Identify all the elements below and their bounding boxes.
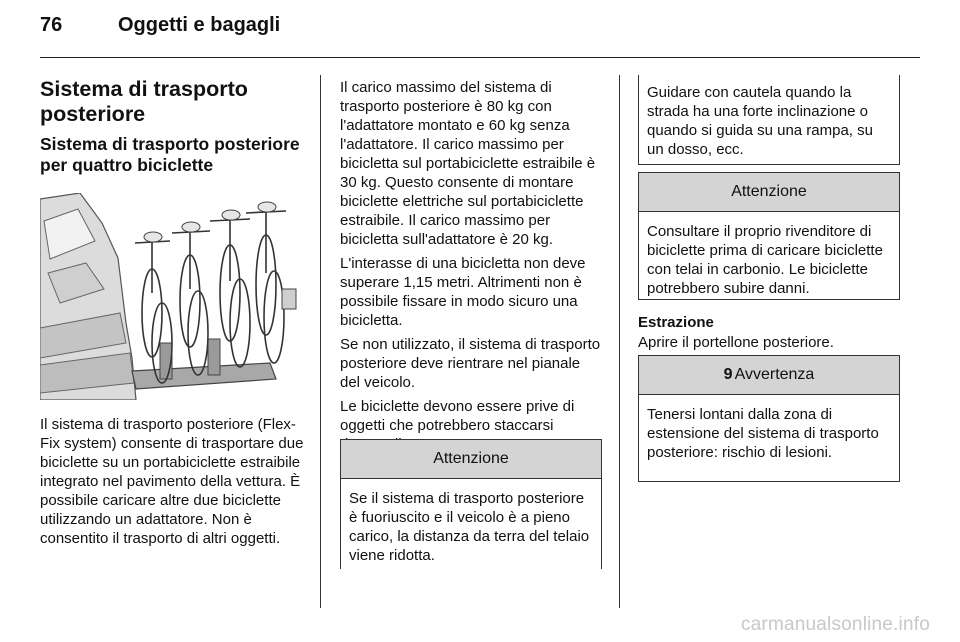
notice-title: Attenzione (639, 173, 899, 212)
column-1 (40, 77, 304, 176)
warning-triangle-icon: 9 (723, 366, 733, 383)
notice-title: Attenzione (341, 440, 601, 479)
subsection-heading: Sistema di trasporto posteriore per quattro biciclette (40, 134, 300, 175)
warning-header (639, 356, 899, 395)
watermark: carmanualsonline.info (740, 614, 930, 635)
paragraph-1: Il carico massimo del sistema di trasporto posteriore è 80 kg con l'adattatore montato e 60 kg senza l'adattatore. Il carico massimo per bicicletta sul portabiciclette estraibile è 30 kg. Questo consente di montare biciclette elettriche sul portabiciclette estraibile. Il carico massimo per bicicletta sull'adattatore è 20 kg. (340, 79, 596, 248)
paragraph-2: L'interasse di una bicicletta non deve superare 1,15 metri. Altrimenti non è possibile fissare in modo sicuro una bicicletta. (340, 255, 586, 329)
bike-carrier-icon (40, 193, 303, 400)
intro-paragraph: Il sistema di trasporto posteriore (Flex-Fix system) consente di trasportare due biciclette su un portabiciclette estraibile integrato nel pavimento della vettura. È possibile caricare altre due biciclette utilizzando un adattatore. Non è consentito il trasporto di altri oggetti. (40, 416, 304, 547)
section-title: Oggetti e bagagli (118, 14, 281, 36)
continued-box (638, 75, 900, 165)
rear-bike-carrier-illustration (40, 193, 303, 400)
notice-box-1 (340, 439, 602, 569)
paragraph-3: Se non utilizzato, il sistema di trasporto posteriore deve rientrare nel pianale del veicolo. (340, 336, 601, 391)
column-2 (340, 78, 604, 454)
extraction-section (638, 313, 902, 352)
notice-box-2 (638, 172, 900, 300)
instruction: Aprire il portellone posteriore. (638, 334, 834, 351)
subsection-heading: Estrazione (638, 314, 714, 331)
page-number: 76 (40, 14, 63, 36)
notice-body: Se il sistema di trasporto posteriore è fuoriuscito e il veicolo è a pieno carico, la distanza da terra del telaio viene ridotta. (349, 490, 590, 564)
section-heading: Sistema di trasporto posteriore (40, 77, 248, 126)
warning-body: Tenersi lontani dalla zona di estensione del sistema di trasporto posteriore: rischio di lesioni. (647, 406, 879, 461)
warning-box (638, 355, 900, 482)
continued-text: Guidare con cautela quando la strada ha una forte inclinazione o quando si guida su una rampa, su un dosso, ecc. (647, 84, 873, 158)
column-1-text (40, 415, 304, 548)
paragraph-4: Le biciclette devono essere prive di oggetti che potrebbero staccarsi (340, 398, 575, 434)
column-divider-2 (619, 75, 620, 608)
column-divider-1 (320, 75, 321, 608)
notice-body: Consultare il proprio rivenditore di biciclette prima di caricare biciclette con telai in carbonio. Le biciclette potrebbero subire danni. (647, 223, 883, 297)
warning-title: Avvertenza (734, 366, 815, 383)
header-rule (40, 57, 920, 58)
